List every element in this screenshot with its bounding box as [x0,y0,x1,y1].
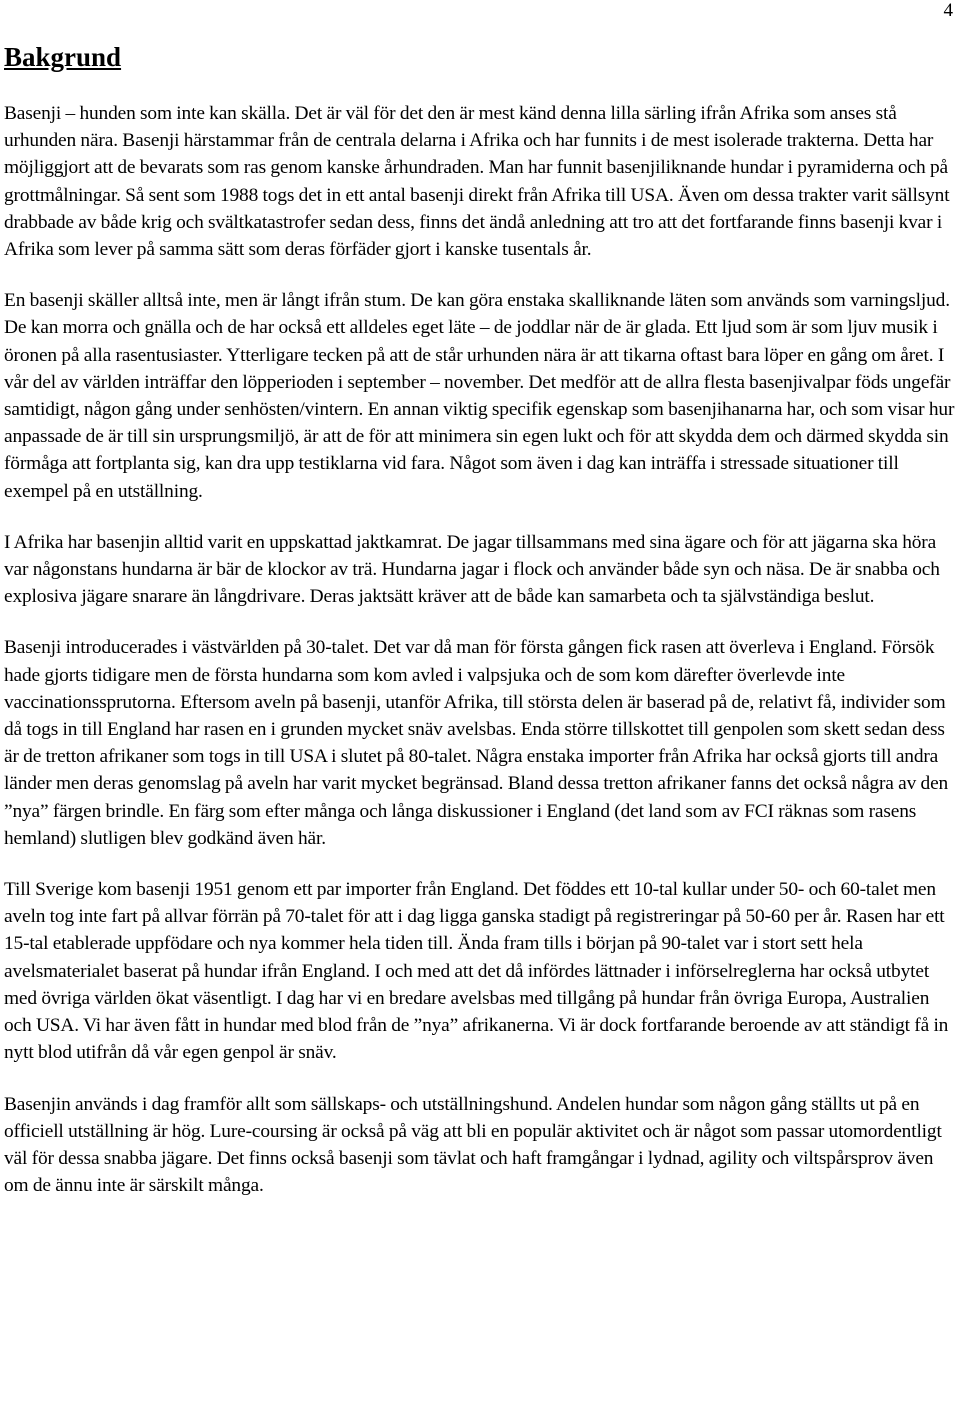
paragraph-sweden: Till Sverige kom basenji 1951 genom ett par importer från England. Det föddes ett 10-tal kullar under 50- och 60-talet men aveln tog inte fart på allvar förrän på 70-talet för att i dag ligga ganska stadigt på registreringar på 50-60 per år. Rasen har ett 15-tal etablerade uppfödare och nya kommer hela tiden till. Ända fram tills i början på 90-talet var i stort sett hela avelsmaterialet baserat på hundar ifrån England. I och med att det då infördes lättnader i införselreglerna har också utbytet med övriga världen ökat väsentligt. I dag har vi en bredare avelsbas med tillgång på hundar från övriga Europa, Australien och USA. Vi har även fått in hundar med blod från de ”nya” afrikanerna. Vi är dock fortfarande beroende av att ständigt få in nytt blod utifrån då vår egen genpol är snäv. [4,879,949,1064]
body-text [4,100,958,1223]
paragraph-usage: Basenjin används i dag framför allt som sällskaps- och utställningshund. Andelen hundar som någon gång ställts ut på en officiell utställning är hög. Lure-coursing är också på väg att bli en populär aktivitet och är något som passar utomordentligt väl för dessa snabba jägare. Det finns också basenji som tävlat och haft framgångar i lydnad, agility och viltspårsprov även om de ännu inte är särskilt många. [4,1093,942,1197]
paragraph-hunting: I Afrika har basenjin alltid varit en uppskattad jaktkamrat. De jagar tillsammans med sina ägare och för att jägarna ska höra var någonstans hundarna är bär de klockor av trä. Hundarna jagar i flock och använder både syn och näsa. De är snabba och explosiva jägare snarare än långdrivare. Deras jaktsätt kräver att de både kan samarbeta och ta självständiga beslut. [4,531,940,608]
paragraph-intro: Basenji – hunden som inte kan skälla. Det är väl för det den är mest känd denna lilla särling ifrån Afrika som anses stå urhunden nära. Basenji härstammar från de centrala delarna i Afrika och har funnits i de mest isolerade trakterna. Detta har möjliggjort att de bevarats som ras genom kanske århundraden. Man har funnit basenjiliknande hundar i pyramiderna och på grottmålningar. Så sent som 1988 togs det in ett antal basenji direkt från Afrika till USA. Även om dessa trakter varit sällsynt drabbade av både krig och svältkatastrofer sedan dess, finns det ändå anledning att tro att det fortfarande finns basenji kvar i Afrika som lever på samma sätt som deras förfäder gjort i kanske tusentals år. [4,103,950,261]
paragraph-vocalization: En basenji skäller alltså inte, men är långt ifrån stum. De kan göra enstaka skalliknande läten som används som varningsljud. De kan morra och gnälla och de har också ett alldeles eget läte – de joddlar när de är glada. Ett ljud som är som ljuv musik i öronen på alla rasentusiaster. Ytterligare tecken på att de står urhunden nära är att tikarna oftast bara löper en gång om året. I vår del av världen inträffar den löpperioden i september – november. Det medför att de allra flesta basenjivalpar föds ungefär samtidigt, någon gång under senhösten/vintern. En annan viktig specifik egenskap som basenjihanarna har, och som visar hur anpassade de är till sin ursprungsmiljö, är att de för att minimera sin egen lukt och för att skydda dem och därmed skydda sin förmåga att fortplanta sig, kan dra upp testiklarna vid fara. Något som även i dag kan inträffa i stressade situationer till exempel på en utställning. [4,290,955,502]
page-number: 4 [943,0,953,21]
paragraph-western-history: Basenji introducerades i västvärlden på 30-talet. Det var då man för första gången fick rasen att överleva i England. Försök hade gjorts tidigare men de första hundarna som kom avled i valpsjuka och de som kom därefter överlevde inte vaccinationssprutorna. Eftersom aveln på basenji, utanför Afrika, till största delen är baserad på de, relativt få, individer som då togs in till England har rasen en i grunden mycket snäv avelsbas. Enda större tillskottet till genpolen som skett sedan dess är de tretton afrikaner som togs in till USA i slutet på 80-talet. Några enstaka importer från Afrika har också gjorts till andra länder men deras genomslag på aveln har varit mycket begränsad. Bland dessa tretton afrikaner fanns det också några av den ”nya” färgen brindle. En färg som efter många och långa diskussioner i England (det land som av FCI räknas som rasens hemland) slutligen blev godkänd även här. [4,637,949,849]
section-heading: Bakgrund [4,42,122,72]
